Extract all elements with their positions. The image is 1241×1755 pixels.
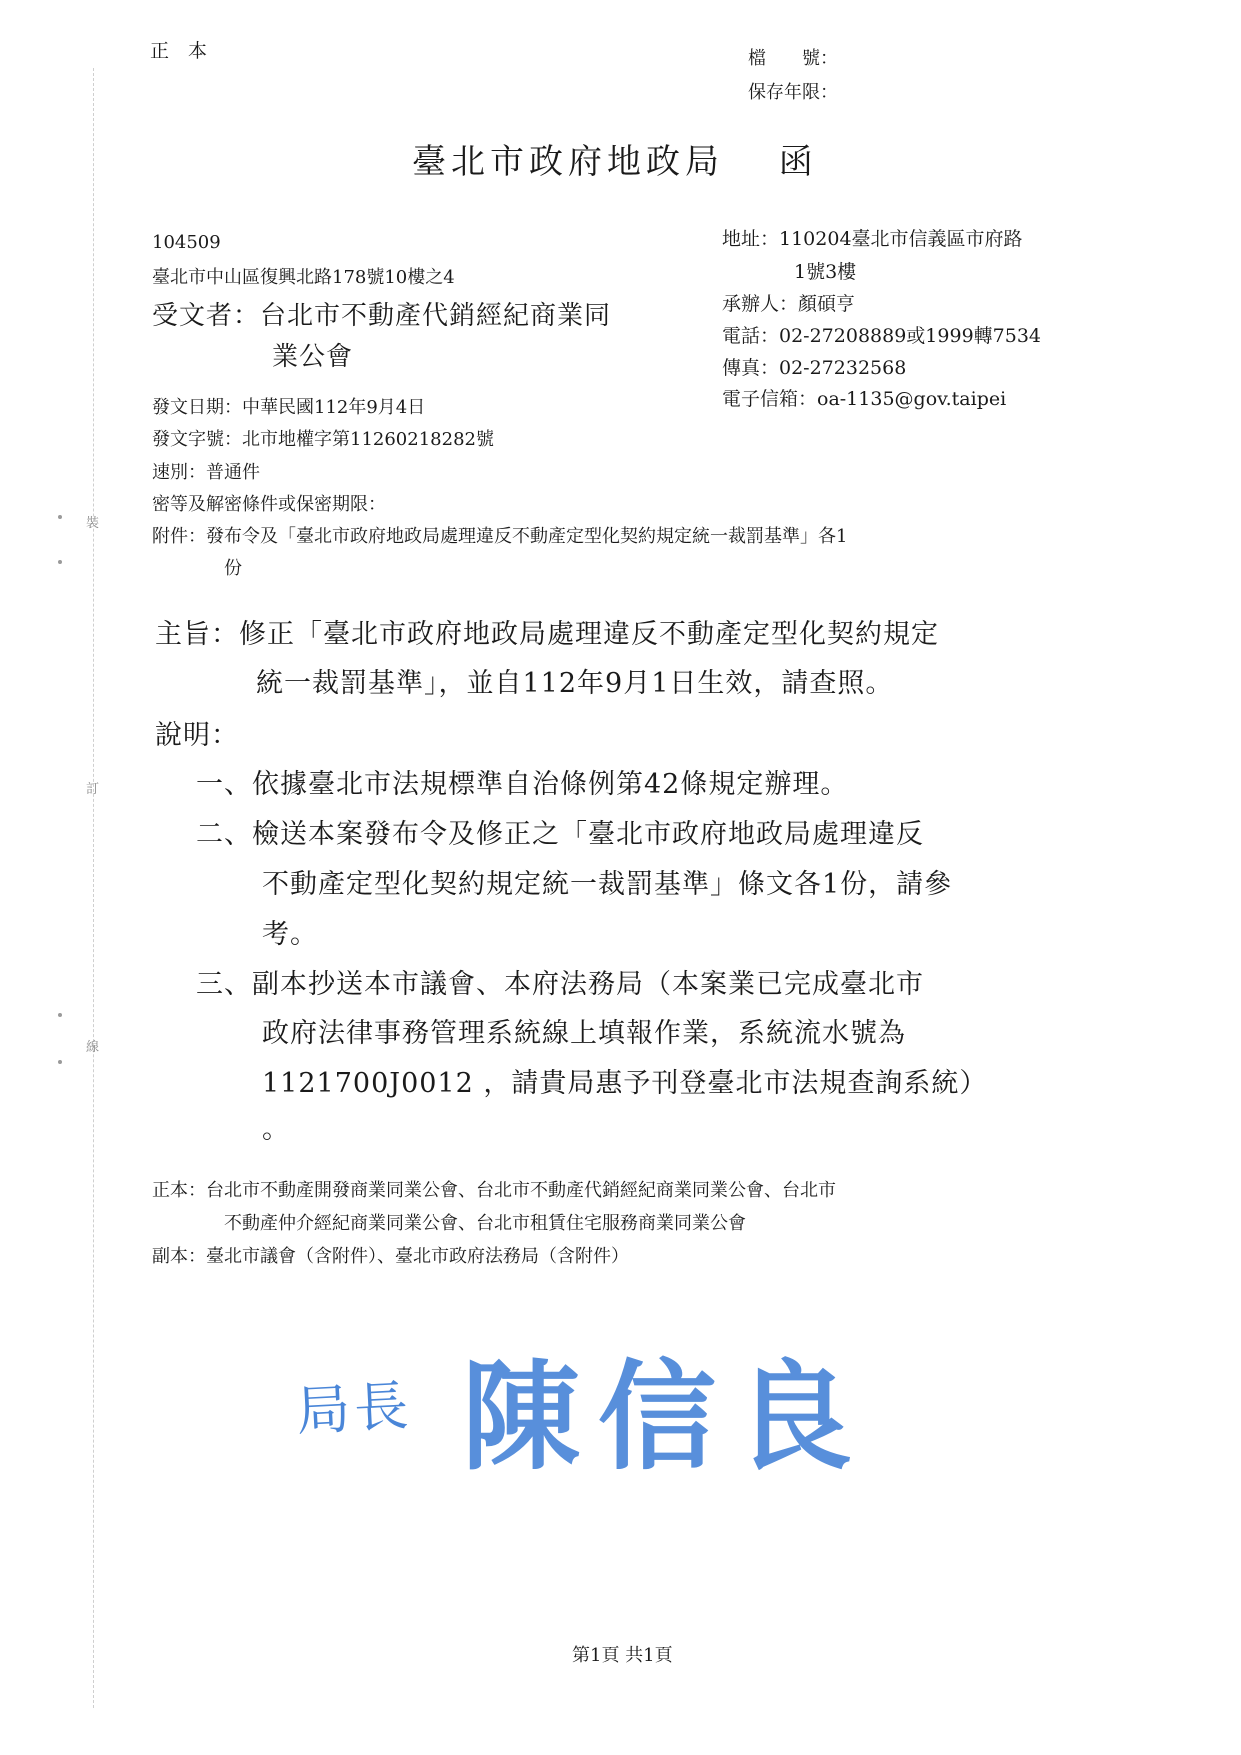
original-recipients-line-2: 不動產仲介經紀商業同業公會、台北市租賃住宅服務商業同業公會 bbox=[224, 1213, 746, 1234]
retention-label: 保存年限： bbox=[748, 82, 838, 103]
attachment-line-2: 份 bbox=[224, 558, 242, 579]
email: 電子信箱：oa-1135@gov.taipei bbox=[722, 388, 1007, 410]
explanation-item-3-line-1: 三、副本抄送本市議會、本府法務局（本案業已完成臺北市 bbox=[196, 969, 924, 1000]
explanation-heading: 說明： bbox=[155, 720, 239, 751]
issue-date: 發文日期：中華民國112年9月4日 bbox=[152, 397, 426, 418]
page-number: 第1頁 共1頁 bbox=[572, 1645, 673, 1666]
subject-line-1: 主旨：修正「臺北市政府地政局處理違反不動產定型化契約規定 bbox=[155, 619, 939, 650]
explanation-item-2-line-3: 考。 bbox=[262, 919, 318, 950]
document-title: 臺北市政府地政局 函 bbox=[412, 142, 818, 182]
binding-dot bbox=[58, 515, 62, 519]
secrecy-level: 密等及解密條件或保密期限： bbox=[152, 494, 386, 515]
phone: 電話：02-27208889或1999轉7534 bbox=[722, 325, 1042, 347]
explanation-item-1: 一、依據臺北市法規標準自治條例第42條規定辦理。 bbox=[196, 769, 849, 800]
fax: 傳真：02-27232568 bbox=[722, 357, 907, 379]
binding-mark-xian: 線 bbox=[86, 1040, 100, 1055]
explanation-item-3-line-4: 。 bbox=[262, 1114, 290, 1145]
recipient-address: 臺北市中山區復興北路178號10樓之4 bbox=[152, 267, 455, 288]
binding-mark-ding: 訂 bbox=[86, 782, 100, 797]
signature-name-stamp: 陳信良 bbox=[462, 1347, 871, 1486]
explanation-item-3-line-3: 1121700J0012 ，請貴局惠予刊登臺北市法規查詢系統） bbox=[262, 1068, 988, 1099]
explanation-item-3-line-2: 政府法律事務管理系統線上填報作業，系統流水號為 bbox=[262, 1018, 906, 1049]
signature-title-stamp: 局長 bbox=[294, 1374, 414, 1443]
attachment-line-1: 附件：發布令及「臺北市政府地政局處理違反不動產定型化契約規定統一裁罰基準」各1 bbox=[152, 526, 848, 547]
binding-dot bbox=[58, 560, 62, 564]
original-copy-mark: 正 本 bbox=[150, 40, 208, 62]
document-number: 發文字號：北市地權字第11260218282號 bbox=[152, 429, 494, 450]
explanation-item-2-line-1: 二、檢送本案發布令及修正之「臺北市政府地政局處理違反 bbox=[196, 819, 924, 850]
binding-line bbox=[93, 68, 94, 1708]
binding-dot bbox=[58, 1060, 62, 1064]
speed-class: 速別：普通件 bbox=[152, 462, 260, 483]
binding-mark-zhuang: 裝 bbox=[86, 516, 100, 531]
recipient-line-2: 業公會 bbox=[272, 342, 354, 372]
subject-line-2: 統一裁罰基準」，並自112年9月1日生效，請查照。 bbox=[256, 668, 894, 699]
sender-address-2: 1號3樓 bbox=[794, 261, 857, 283]
handler: 承辦人：顏碩亨 bbox=[722, 293, 856, 315]
recipient-line-1: 受文者：台北市不動產代銷經紀商業同 bbox=[152, 301, 612, 331]
explanation-item-2-line-2: 不動產定型化契約規定統一裁罰基準」條文各1份，請參 bbox=[262, 869, 953, 900]
file-number-label: 檔 號： bbox=[748, 48, 838, 69]
sender-address-1: 地址：110204臺北市信義區市府路 bbox=[722, 228, 1023, 250]
postal-code: 104509 bbox=[152, 232, 221, 253]
copy-recipients: 副本：臺北市議會（含附件）、臺北市政府法務局（含附件） bbox=[152, 1246, 629, 1267]
original-recipients-line-1: 正本：台北市不動產開發商業同業公會、台北市不動產代銷經紀商業同業公會、台北市 bbox=[152, 1180, 836, 1201]
binding-dot bbox=[58, 1013, 62, 1017]
